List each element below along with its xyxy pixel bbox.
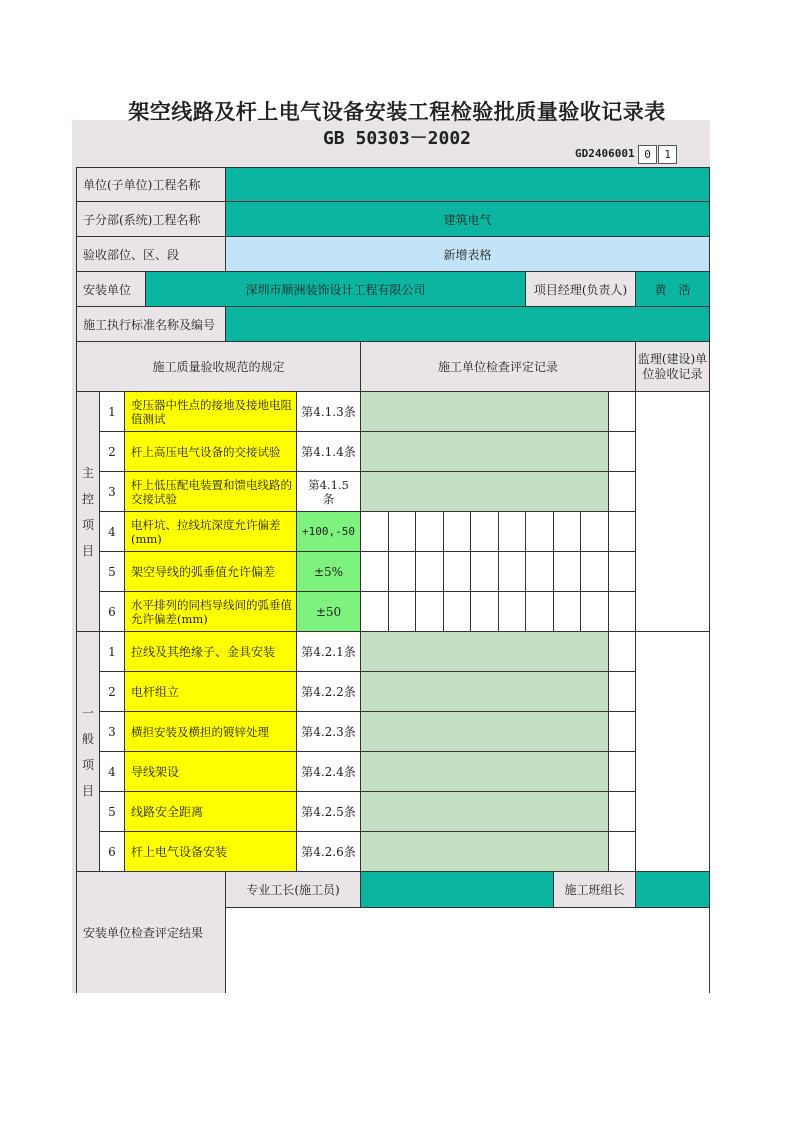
team-leader-field[interactable] — [636, 872, 710, 908]
result-label: 安装单位检查评定结果 — [76, 872, 226, 993]
general-char: 般 — [81, 731, 94, 746]
measure-cell[interactable] — [581, 592, 609, 632]
measure-cell[interactable] — [389, 592, 416, 632]
main-item-desc: 杆上高压电气设备的交接试验 — [125, 432, 297, 472]
general-item-ref: 第4.2.2条 — [297, 672, 361, 712]
general-item-record-field[interactable] — [361, 752, 609, 792]
measure-cell[interactable] — [444, 592, 471, 632]
general-item-record-field[interactable] — [361, 832, 609, 872]
supervisor-column-header: 监理(建设)单位验收记录 — [636, 342, 710, 392]
main-item-result-cell[interactable] — [609, 432, 636, 472]
general-item-ref: 第4.2.4条 — [297, 752, 361, 792]
main-item-ref: 第4.1.5条 — [297, 472, 361, 512]
general-item-desc: 拉线及其绝缘子、金具安装 — [125, 632, 297, 672]
general-item-ref: 第4.2.3条 — [297, 712, 361, 752]
code-box-2[interactable]: 1 — [658, 145, 677, 164]
measure-cell[interactable] — [389, 552, 416, 592]
main-item-desc: 电杆坑、拉线坑深度允许偏差(mm) — [125, 512, 297, 552]
code-box-1[interactable]: 0 — [638, 145, 657, 164]
measure-cell[interactable] — [361, 512, 389, 552]
general-char: 目 — [81, 783, 94, 798]
general-item-ref: 第4.2.6条 — [297, 832, 361, 872]
measure-cell[interactable] — [499, 552, 526, 592]
standard-field[interactable] — [226, 307, 710, 342]
general-item-no: 3 — [100, 712, 125, 752]
measure-cell[interactable] — [471, 552, 499, 592]
general-item-record-field[interactable] — [361, 672, 609, 712]
general-item-no: 1 — [100, 632, 125, 672]
manager-label: 项目经理(负责人) — [526, 272, 636, 307]
general-item-record-field[interactable] — [361, 792, 609, 832]
general-item-no: 2 — [100, 672, 125, 712]
main-control-supervisor-record[interactable] — [636, 392, 710, 632]
general-item-desc: 电杆组立 — [125, 672, 297, 712]
main-item-no: 4 — [100, 512, 125, 552]
main-item-desc: 架空导线的弧垂值允许偏差 — [125, 552, 297, 592]
general-item-no: 5 — [100, 792, 125, 832]
general-item-result-cell[interactable] — [609, 832, 636, 872]
main-item-desc: 变压器中性点的接地及接地电阻值测试 — [125, 392, 297, 432]
general-item-no: 6 — [100, 832, 125, 872]
measure-cell[interactable] — [416, 512, 444, 552]
measure-cell[interactable] — [526, 552, 554, 592]
main-item-no: 5 — [100, 552, 125, 592]
install-unit-label: 安装单位 — [76, 272, 146, 307]
main-item-desc: 杆上低压配电装置和馈电线路的交接试验 — [125, 472, 297, 512]
general-item-ref: 第4.2.1条 — [297, 632, 361, 672]
measure-cell[interactable] — [444, 552, 471, 592]
main-control-char: 控 — [81, 491, 94, 506]
measure-cell[interactable] — [609, 592, 636, 632]
main-item-record-field[interactable] — [361, 392, 609, 432]
general-items-label — [76, 632, 100, 872]
general-item-desc: 线路安全距离 — [125, 792, 297, 832]
main-control-char: 目 — [81, 543, 94, 558]
general-item-record-field[interactable] — [361, 712, 609, 752]
main-item-ref: 第4.1.3条 — [297, 392, 361, 432]
general-item-desc: 横担安装及横担的镀锌处理 — [125, 712, 297, 752]
general-item-result-cell[interactable] — [609, 632, 636, 672]
measure-cell[interactable] — [554, 552, 581, 592]
foreman-field[interactable] — [361, 872, 554, 908]
general-item-ref: 第4.2.5条 — [297, 792, 361, 832]
general-item-no: 4 — [100, 752, 125, 792]
form-title: 架空线路及杆上电气设备安装工程检验批质量验收记录表 — [128, 100, 666, 124]
measure-cell[interactable] — [499, 592, 526, 632]
foreman-label: 专业工长(施工员) — [226, 872, 361, 908]
main-item-tolerance: ±50 — [297, 592, 361, 632]
unit-project-label: 单位(子单位)工程名称 — [76, 167, 226, 202]
result-field[interactable] — [226, 908, 710, 993]
main-item-desc: 水平排列的同档导线间的弧垂值允许偏差(mm) — [125, 592, 297, 632]
main-item-ref: 第4.1.4条 — [297, 432, 361, 472]
inspection-part-label: 验收部位、区、段 — [76, 237, 226, 272]
measure-cell[interactable] — [361, 552, 389, 592]
measure-cell[interactable] — [471, 512, 499, 552]
main-item-no: 2 — [100, 432, 125, 472]
team-leader-label: 施工班组长 — [554, 872, 636, 908]
main-control-char: 项 — [81, 517, 94, 532]
measure-cell[interactable] — [361, 592, 389, 632]
measure-cell[interactable] — [581, 552, 609, 592]
main-item-record-field[interactable] — [361, 472, 609, 512]
general-char: 一 — [81, 705, 94, 720]
main-item-no: 1 — [100, 392, 125, 432]
measure-cell[interactable] — [526, 512, 554, 552]
spec-column-header: 施工质量验收规范的规定 — [76, 342, 361, 392]
general-supervisor-record[interactable] — [636, 632, 710, 872]
general-char: 项 — [81, 757, 94, 772]
general-item-result-cell[interactable] — [609, 792, 636, 832]
measure-cell[interactable] — [389, 512, 416, 552]
general-item-result-cell[interactable] — [609, 752, 636, 792]
general-item-result-cell[interactable] — [609, 712, 636, 752]
measure-cell[interactable] — [609, 552, 636, 592]
measure-cell[interactable] — [526, 592, 554, 632]
main-item-tolerance: ±5% — [297, 552, 361, 592]
main-item-result-cell[interactable] — [609, 392, 636, 432]
general-item-record-field[interactable] — [361, 632, 609, 672]
measure-cell[interactable] — [416, 552, 444, 592]
main-item-result-cell[interactable] — [609, 472, 636, 512]
general-item-result-cell[interactable] — [609, 672, 636, 712]
measure-cell[interactable] — [581, 512, 609, 552]
main-control-char: 主 — [81, 465, 94, 480]
measure-cell[interactable] — [554, 512, 581, 552]
main-item-tolerance: +100,-50 — [297, 512, 361, 552]
main-item-no: 3 — [100, 472, 125, 512]
measure-cell[interactable] — [609, 512, 636, 552]
install-unit-field[interactable]: 深圳市顺洲装饰设计工程有限公司 — [146, 272, 526, 307]
form-standard-code: GB 50303－2002 — [322, 128, 472, 149]
main-control-label — [76, 392, 100, 632]
general-item-desc: 杆上电气设备安装 — [125, 832, 297, 872]
measure-cell[interactable] — [554, 592, 581, 632]
record-column-header: 施工单位检查评定记录 — [361, 342, 636, 392]
inspection-part-field[interactable]: 新增表格 — [226, 237, 710, 272]
measure-cell[interactable] — [416, 592, 444, 632]
unit-project-field[interactable] — [226, 167, 710, 202]
measure-cell[interactable] — [471, 592, 499, 632]
main-item-no: 6 — [100, 592, 125, 632]
measure-cell[interactable] — [499, 512, 526, 552]
standard-label: 施工执行标准名称及编号 — [76, 307, 226, 342]
main-item-record-field[interactable] — [361, 432, 609, 472]
doc-code: GD2406001 — [575, 147, 635, 160]
general-item-desc: 导线架设 — [125, 752, 297, 792]
sub-division-field[interactable]: 建筑电气 — [226, 202, 710, 237]
sub-division-label: 子分部(系统)工程名称 — [76, 202, 226, 237]
manager-field[interactable]: 黄 浩 — [636, 272, 710, 307]
measure-cell[interactable] — [444, 512, 471, 552]
